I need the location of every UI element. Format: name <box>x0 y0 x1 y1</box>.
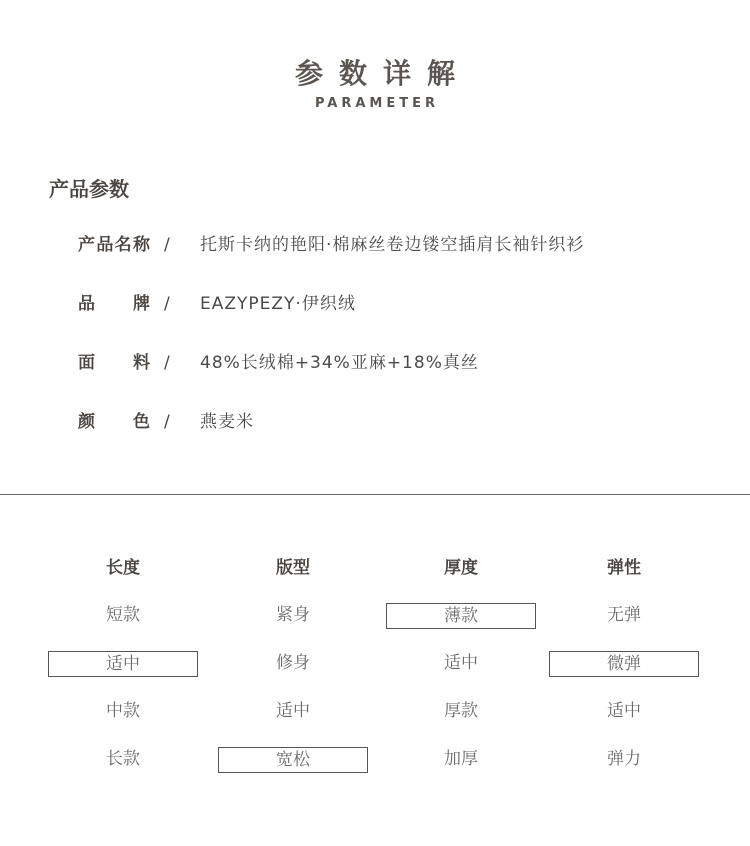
attr-header: 长度 <box>106 558 140 578</box>
param-separator: / <box>164 235 170 255</box>
attr-option-selected: 微弹 <box>549 651 699 677</box>
product-params-heading: 产品参数 <box>49 177 129 201</box>
param-value: EAZYPEZY·伊织绒 <box>200 294 356 314</box>
attr-header: 弹性 <box>607 558 641 578</box>
attr-column-thickness <box>386 555 536 769</box>
attr-option: 短款 <box>106 605 140 625</box>
param-label: 产品名称 <box>78 235 150 255</box>
attr-option: 长款 <box>106 749 140 769</box>
param-value: 燕麦米 <box>200 412 254 432</box>
attr-option: 厚款 <box>444 701 478 721</box>
param-separator: / <box>164 294 170 314</box>
param-value: 托斯卡纳的艳阳·棉麻丝卷边镂空插肩长袖针织衫 <box>200 235 585 255</box>
attr-option: 修身 <box>276 653 310 673</box>
param-row-fabric <box>78 349 718 377</box>
attr-option-selected: 宽松 <box>218 747 368 773</box>
page-title: 参数详解 <box>294 57 471 90</box>
param-label: 品牌 <box>78 294 150 314</box>
section-divider <box>0 494 750 495</box>
attr-column-fit <box>218 555 368 770</box>
attr-option: 适中 <box>607 701 641 721</box>
attr-header: 厚度 <box>444 558 478 578</box>
page-subtitle: PARAMETER <box>314 96 440 111</box>
attr-header: 版型 <box>276 558 310 578</box>
attr-option: 适中 <box>444 653 478 673</box>
param-label: 面料 <box>78 353 150 373</box>
attr-option-selected: 适中 <box>48 651 198 677</box>
param-separator: / <box>164 412 170 432</box>
attr-option: 中款 <box>106 701 140 721</box>
param-value: 48%长绒棉+34%亚麻+18%真丝 <box>200 353 479 373</box>
param-row-color <box>78 408 718 436</box>
attr-option: 加厚 <box>444 749 478 769</box>
param-row-brand <box>78 290 718 318</box>
attr-option: 适中 <box>276 701 310 721</box>
param-label: 颜色 <box>78 412 150 432</box>
attr-column-elasticity <box>549 555 699 769</box>
param-separator: / <box>164 353 170 373</box>
param-row-name <box>78 231 718 259</box>
attr-option: 紧身 <box>276 605 310 625</box>
attr-column-length <box>48 555 198 769</box>
attr-option: 弹力 <box>607 749 641 769</box>
attr-option: 无弹 <box>607 605 641 625</box>
attr-option-selected: 薄款 <box>386 603 536 629</box>
